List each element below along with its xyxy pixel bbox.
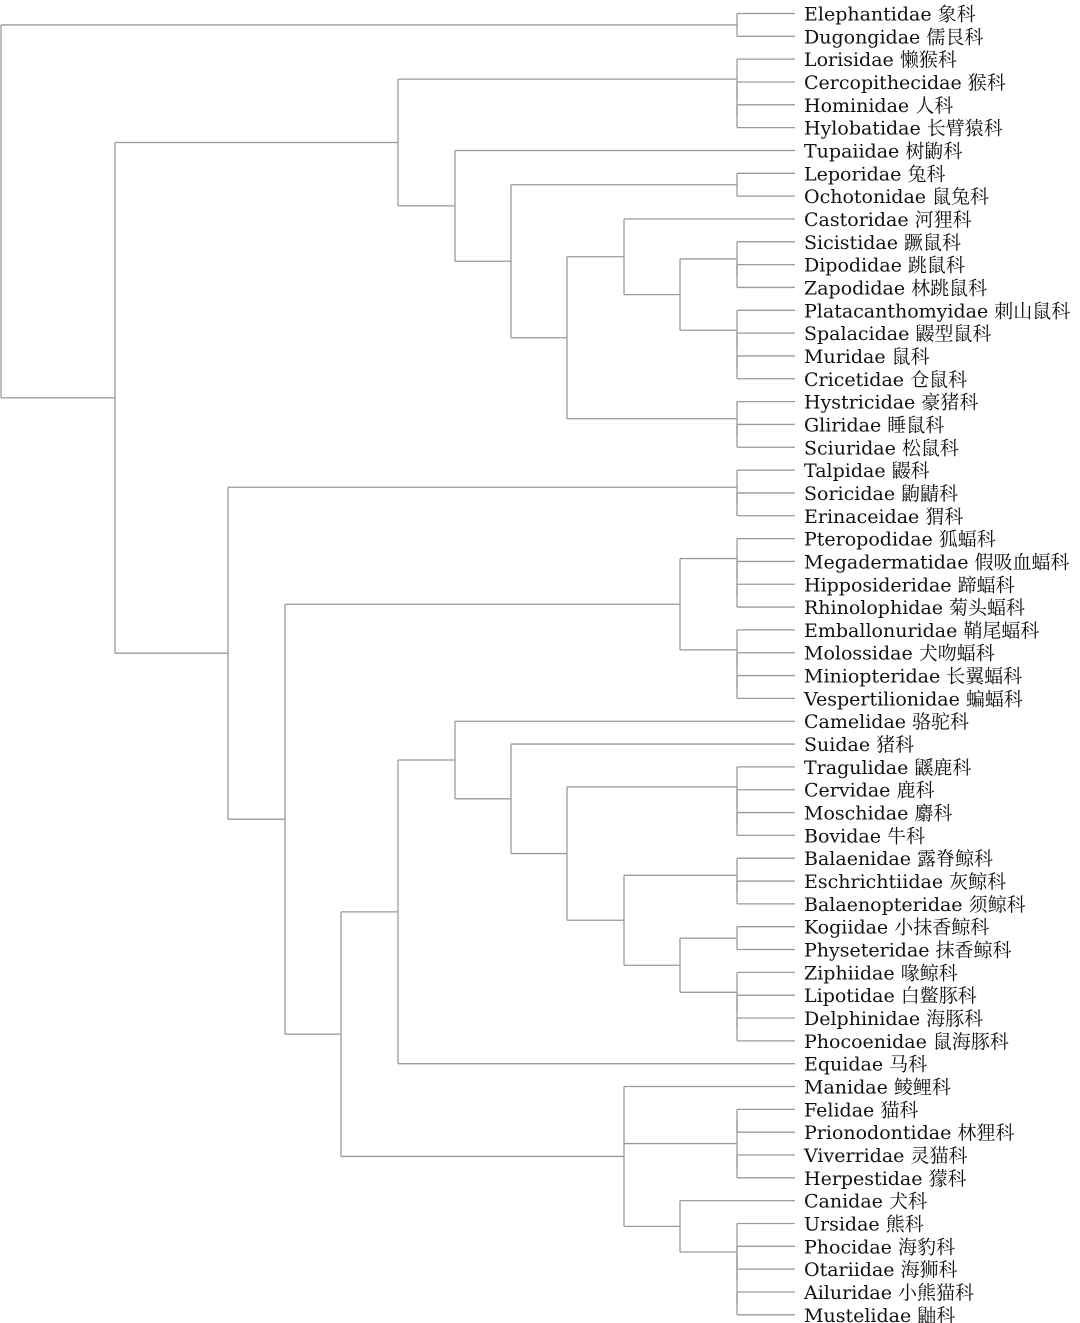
taxon-label-elephantidae: Elephantidae 象科 — [804, 3, 976, 26]
taxon-label-moschidae: Moschidae 麝科 — [804, 802, 953, 825]
taxon-label-pteropodidae: Pteropodidae 狐蝠科 — [804, 528, 996, 551]
taxon-label-herpestidae: Herpestidae 獴科 — [804, 1167, 967, 1190]
taxon-label-sicistidae: Sicistidae 蹶鼠科 — [804, 231, 962, 254]
taxon-label-balaenopteridae: Balaenopteridae 须鲸科 — [804, 893, 1026, 916]
taxon-label-cricetidae: Cricetidae 仓鼠科 — [804, 368, 968, 391]
taxon-label-camelidae: Camelidae 骆驼科 — [804, 711, 970, 734]
taxon-label-tupaiidae: Tupaiidae 树鼩科 — [804, 140, 963, 163]
tip-labels — [803, 4, 1070, 1323]
taxon-label-equidae: Equidae 马科 — [804, 1053, 928, 1076]
taxon-label-erinaceidae: Erinaceidae 猬科 — [804, 505, 964, 528]
taxon-label-felidae: Felidae 猫科 — [804, 1099, 919, 1122]
taxon-label-castoridae: Castoridae 河狸科 — [804, 208, 972, 231]
taxon-label-megadermatidae: Megadermatidae 假吸血蝠科 — [804, 551, 1070, 574]
taxon-label-physeteridae: Physeteridae 抹香鲸科 — [804, 939, 1012, 962]
taxon-label-phocidae: Phocidae 海豹科 — [804, 1236, 955, 1259]
taxon-label-dipodidae: Dipodidae 跳鼠科 — [804, 254, 965, 277]
taxon-label-ursidae: Ursidae 熊科 — [804, 1213, 924, 1236]
taxon-label-cervidae: Cervidae 鹿科 — [804, 779, 935, 802]
taxon-label-cercopithecidae: Cercopithecidae 猴科 — [804, 71, 1006, 94]
taxon-label-otariidae: Otariidae 海狮科 — [804, 1259, 958, 1282]
taxon-label-sciuridae: Sciuridae 松鼠科 — [804, 437, 959, 460]
taxon-label-mustelidae: Mustelidae 鼬科 — [804, 1304, 956, 1323]
taxon-label-rhinolophidae: Rhinolophidae 菊头蝠科 — [804, 597, 1026, 620]
taxon-label-molossidae: Molossidae 犬吻蝠科 — [804, 642, 995, 665]
taxon-label-emballonuridae: Emballonuridae 鞘尾蝠科 — [804, 619, 1040, 642]
taxon-label-ziphiidae: Ziphiidae 喙鲸科 — [804, 962, 958, 985]
taxon-label-muridae: Muridae 鼠科 — [804, 345, 930, 368]
taxon-label-lorisidae: Lorisidae 懒猴科 — [804, 49, 957, 72]
taxon-label-prionodontidae: Prionodontidae 林狸科 — [804, 1122, 1015, 1145]
taxon-label-manidae: Manidae 鲮鲤科 — [804, 1076, 951, 1099]
taxon-label-hominidae: Hominidae 人科 — [804, 94, 954, 117]
taxon-label-delphinidae: Delphinidae 海豚科 — [804, 1008, 984, 1031]
tree-branches — [1, 14, 795, 1315]
taxon-label-dugongidae: Dugongidae 儒艮科 — [804, 26, 984, 49]
taxon-label-lipotidae: Lipotidae 白鳖豚科 — [804, 985, 977, 1008]
taxon-label-tragulidae: Tragulidae 鼷鹿科 — [804, 756, 972, 779]
taxon-label-zapodidae: Zapodidae 林跳鼠科 — [804, 277, 988, 300]
taxon-label-hylobatidae: Hylobatidae 长臂猿科 — [804, 117, 1003, 140]
taxon-label-ochotonidae: Ochotonidae 鼠兔科 — [804, 186, 990, 209]
taxon-label-ailuridae: Ailuridae 小熊猫科 — [804, 1281, 975, 1304]
taxon-label-viverridae: Viverridae 灵猫科 — [804, 1145, 968, 1167]
taxon-label-balaenidae: Balaenidae 露脊鲸科 — [804, 848, 994, 871]
taxon-label-vespertilionidae: Vespertilionidae 蝙蝠科 — [804, 688, 1023, 711]
taxon-label-spalacidae: Spalacidae 鼹型鼠科 — [804, 323, 992, 346]
taxon-label-phocoenidae: Phocoenidae 鼠海豚科 — [804, 1030, 1009, 1053]
taxon-label-suidae: Suidae 猪科 — [804, 734, 915, 757]
taxon-label-soricidae: Soricidae 鼩鼱科 — [804, 482, 959, 505]
taxon-label-eschrichtiidae: Eschrichtiidae 灰鲸科 — [804, 871, 1007, 894]
taxon-label-canidae: Canidae 犬科 — [804, 1190, 927, 1213]
taxon-label-talpidae: Talpidae 鼹科 — [804, 460, 930, 483]
taxon-label-hipposideridae: Hipposideridae 蹄蝠科 — [804, 574, 1015, 597]
taxon-label-hystricidae: Hystricidae 豪猪科 — [804, 391, 979, 414]
taxon-label-kogiidae: Kogiidae 小抹香鲸科 — [804, 916, 990, 939]
taxon-label-bovidae: Bovidae 牛科 — [804, 825, 925, 848]
taxon-label-platacanthomyidae: Platacanthomyidae 刺山鼠科 — [804, 300, 1071, 323]
taxon-label-leporidae: Leporidae 兔科 — [804, 163, 946, 186]
taxon-label-miniopteridae: Miniopteridae 长翼蝠科 — [804, 665, 1023, 688]
taxon-label-gliridae: Gliridae 睡鼠科 — [804, 414, 945, 437]
